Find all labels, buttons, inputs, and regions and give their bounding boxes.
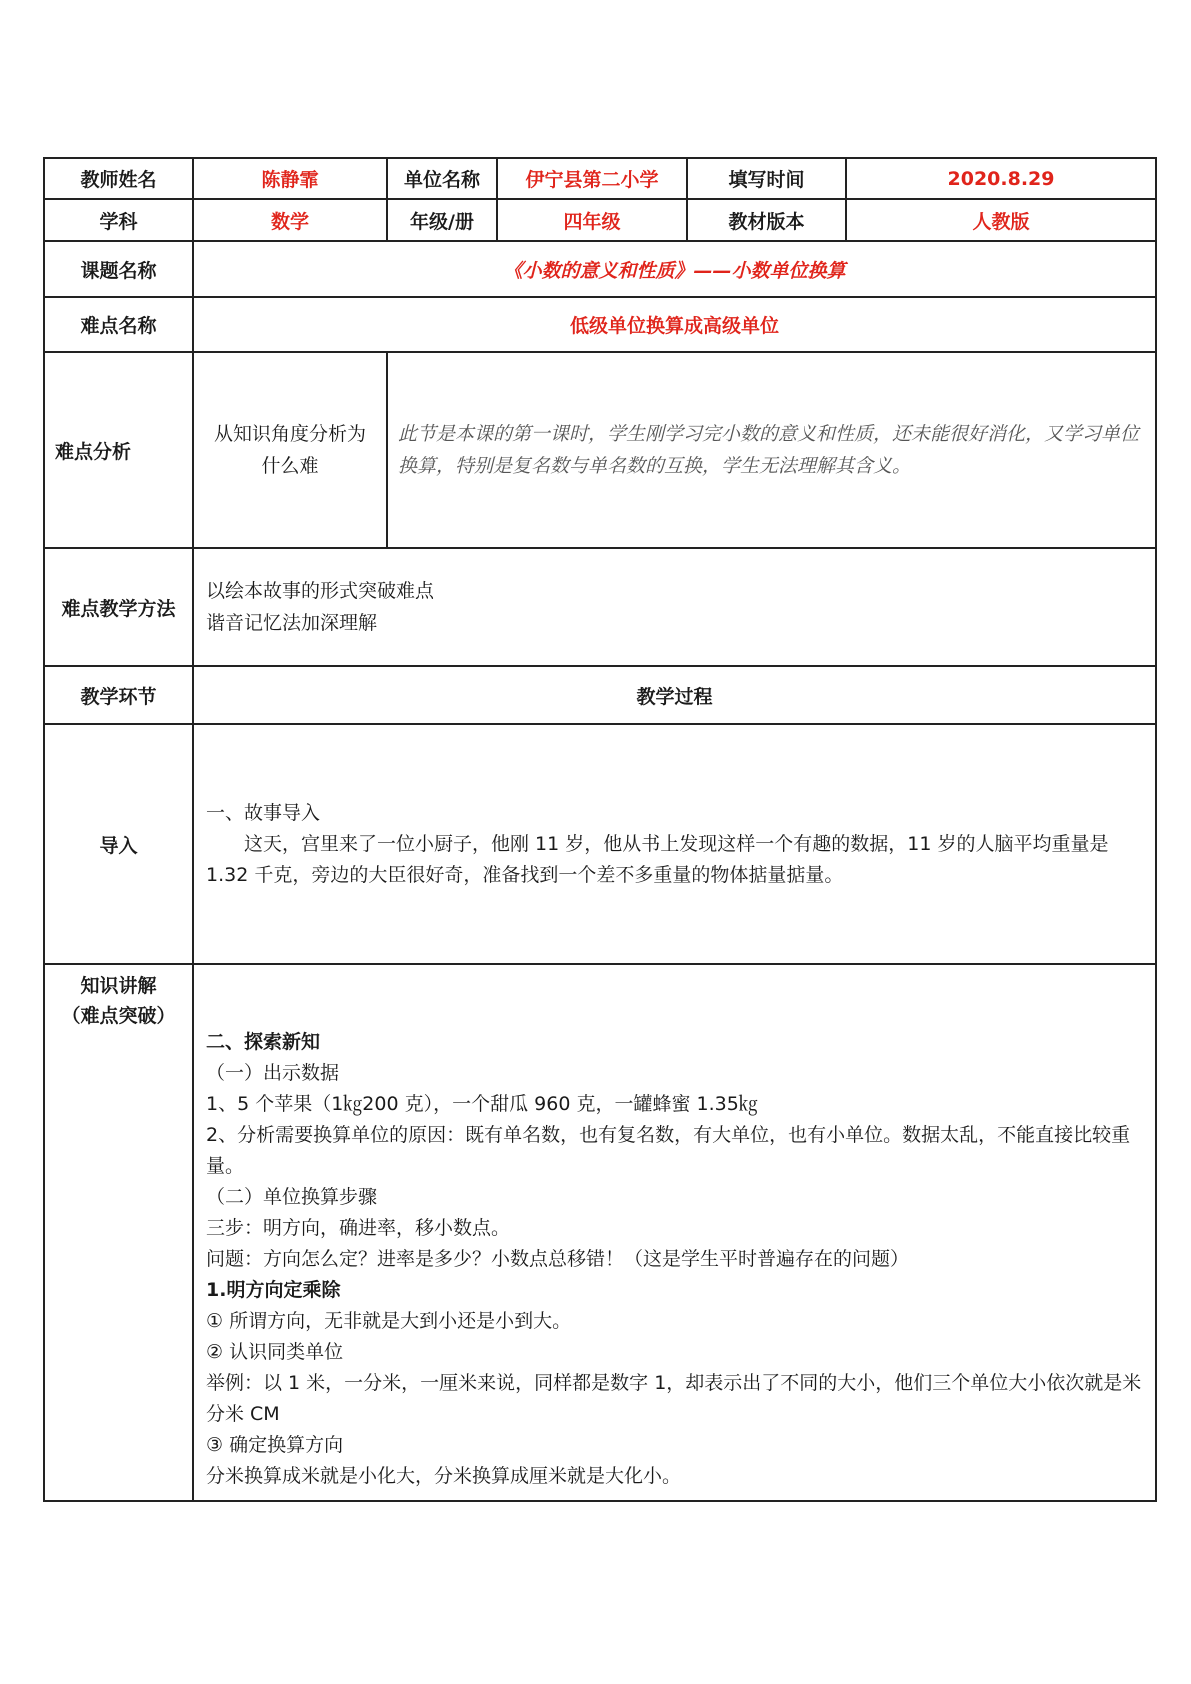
analysis-sub-label: 从知识角度分析为什么难 (193, 352, 387, 548)
difficulty-value: 低级单位换算成高级单位 (193, 297, 1156, 352)
knowledge-label (44, 964, 193, 1501)
analysis-row (44, 352, 1156, 548)
process-header-row (44, 666, 1156, 724)
knowledge-line-6: ① 所谓方向，无非就是大到小还是小到大。 (206, 1310, 572, 1332)
intro-label: 导入 (44, 724, 193, 964)
unit-name-label: 单位名称 (387, 158, 497, 199)
teacher-name-label: 教师姓名 (44, 158, 193, 199)
header-row-1 (44, 158, 1156, 199)
analysis-label: 难点分析 (44, 352, 193, 548)
knowledge-line-7: ② 认识同类单位 (206, 1341, 344, 1363)
difficulty-label: 难点名称 (44, 297, 193, 352)
header-row-2 (44, 199, 1156, 241)
knowledge-label-line-2: （难点突破） (61, 1005, 176, 1027)
subject-value: 数学 (193, 199, 387, 241)
teacher-name-value: 陈静霏 (193, 158, 387, 199)
knowledge-label-line-1: 知识讲解 (80, 975, 157, 997)
knowledge-heading: 二、探索新知 (206, 1031, 321, 1053)
knowledge-line-9: ③ 确定换算方向 (206, 1434, 344, 1456)
topic-value: 《小数的意义和性质》——小数单位换算 (193, 241, 1156, 297)
method-content (193, 548, 1156, 666)
intro-paragraph: 这天，宫里来了一位小厨子，他刚 11 岁，他从书上发现这样一个有趣的数据，11 岁的人脑平均重量是 1.32 千克，旁边的大臣很好奇，准备找到一个差不多重量的物体掂量掂量。 (206, 832, 1109, 886)
method-label: 难点教学方法 (44, 548, 193, 666)
intro-row (44, 724, 1156, 964)
grade-value: 四年级 (497, 199, 687, 241)
date-label: 填写时间 (687, 158, 846, 199)
method-line-2: 谐音记忆法加深理解 (206, 612, 378, 634)
analysis-text: 此节是本课的第一课时，学生刚学习完小数的意义和性质，还未能很好消化，又学习单位换算，特别是复名数与单名数的互换，学生无法理解其含义。 (387, 352, 1156, 548)
knowledge-line-4: 问题：方向怎么定？进率是多少？小数点总移错！（这是学生平时普遍存在的问题） (206, 1248, 910, 1270)
method-row (44, 548, 1156, 666)
lesson-plan-document (43, 157, 1155, 1502)
knowledge-content (193, 964, 1156, 1501)
process-stage-label: 教学环节 (44, 666, 193, 724)
date-value: 2020.8.29 (846, 158, 1156, 199)
topic-row (44, 241, 1156, 297)
knowledge-section-2: （二）单位换算步骤 (206, 1186, 378, 1208)
knowledge-line-8: 举例：以 1 米，一分米，一厘米来说，同样都是数字 1，却表示出了不同的大小，他们三个单位大小依次就是米 分米 CM (206, 1372, 1142, 1425)
intro-heading: 一、故事导入 (206, 801, 321, 824)
edition-value: 人教版 (846, 199, 1156, 241)
knowledge-section-1: （一）出示数据 (206, 1062, 340, 1084)
knowledge-row (44, 964, 1156, 1501)
knowledge-line-3: 三步：明方向，确进率，移小数点。 (206, 1217, 511, 1239)
knowledge-line-10: 分米换算成米就是小化大，分米换算成厘米就是大化小。 (206, 1465, 682, 1487)
unit-name-value: 伊宁县第二小学 (497, 158, 687, 199)
method-line-1: 以绘本故事的形式突破难点 (206, 580, 435, 602)
grade-label: 年级/册 (387, 199, 497, 241)
topic-label: 课题名称 (44, 241, 193, 297)
knowledge-line-5: 1.明方向定乘除 (206, 1279, 341, 1301)
intro-content (193, 724, 1156, 964)
subject-label: 学科 (44, 199, 193, 241)
knowledge-line-2: 2、分析需要换算单位的原因：既有单名数，也有复名数，有大单位，也有小单位。数据太乱，不能直接比较重量。 (206, 1124, 1131, 1177)
knowledge-line-1: 1、5 个苹果（1㎏200 克），一个甜瓜 960 克，一罐蜂蜜 1.35㎏ (206, 1093, 758, 1115)
process-title: 教学过程 (193, 666, 1156, 724)
lesson-plan-table (43, 157, 1157, 1502)
difficulty-row (44, 297, 1156, 352)
edition-label: 教材版本 (687, 199, 846, 241)
